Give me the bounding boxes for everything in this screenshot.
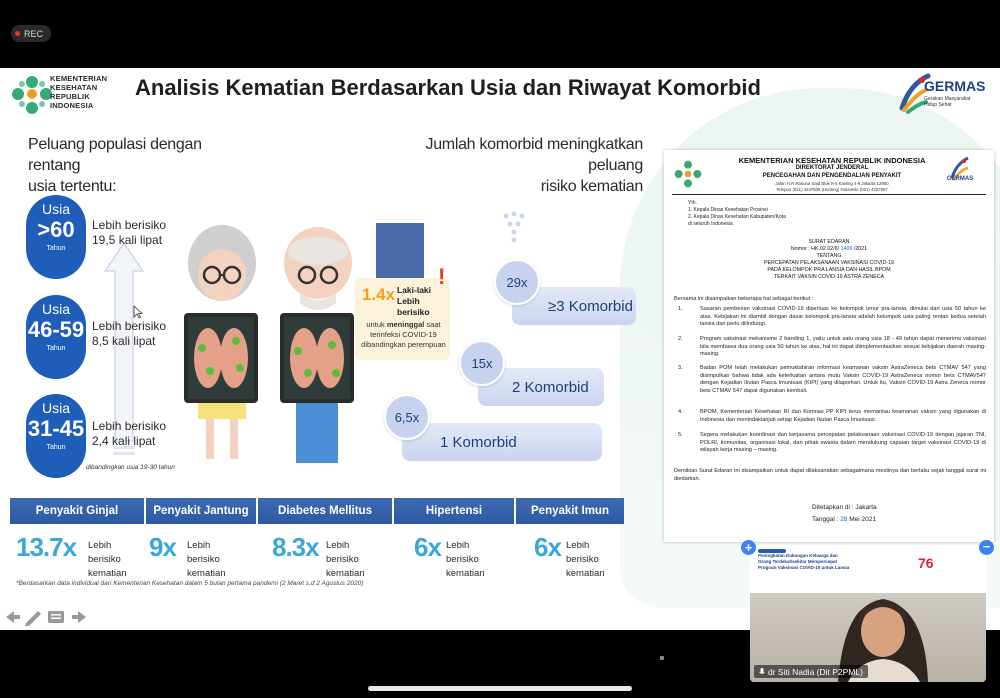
doc-date: Tanggal : 28 Mei 2021: [812, 516, 876, 523]
participant-video-tile[interactable]: [750, 545, 986, 682]
age-risk-60-plus: Lebih berisiko 19,5 kali lipat: [92, 218, 167, 247]
mouse-cursor-icon: [133, 305, 143, 319]
comorbid-value-2: 15x: [459, 340, 505, 386]
comorbid-bar-3plus: ≥3 Komorbid: [512, 287, 636, 325]
disease-header-bar: [10, 498, 624, 524]
disease-footnote: *Berdasarkan data individual dari Kementerian Kesehatan dalam 5 bulan pertama pandemi (2 Maret s.d 2 Agustus 2020): [16, 580, 364, 587]
disease-values: 13.7x Lebih berisiko kematian 9x Lebih berisiko kematian 8.3x Lebih berisiko kematian 6x Lebih berisiko kematian 6x Lebih berisiko kematian: [16, 532, 605, 579]
disease-header: Penyakit Ginjal: [10, 498, 144, 524]
rec-label: REC: [24, 28, 44, 39]
doc-divider: [672, 194, 986, 195]
doc-address: Jalan H.R Rasuna Said Blok X-5 Kavling 4-9 Jakarta 12950 Telepon (021) 4247608 (Hunting) Faksimile (021) 4207807: [775, 181, 889, 192]
doc-list-item: 5. Segera melakukan koordinasi dan kerjasama percepatan pelaksanaan vaksinasi COVID-19 dengan jajaran TNI, POLRI, komunitas, organisasi lokal, dan pihak swasta dalam mendukung capaian target vaksinasi COVID-19 di wilayah kerja masing – masing.: [678, 432, 986, 453]
disease-header: Hipertensi: [394, 498, 514, 524]
home-indicator[interactable]: [368, 686, 632, 691]
doc-recipients: Yth. 1. Kepala Dinas Kesehatan Provinsi 2. Kepala Dinas Kesehatan Kabupaten/Kota di seluruh Indonesia: [688, 200, 786, 227]
gender-risk-callout: [355, 278, 450, 360]
kemenkes-org-name: KEMENTERIAN KESEHATAN REPUBLIK INDONESIA: [50, 74, 108, 110]
comorbid-bar-1: 1 Komorbid: [402, 423, 602, 461]
gender-risk-body: untuk meninggal saat terinfeksi COVID-19 dibandingkan perempuan: [361, 320, 446, 349]
status-dot: [660, 656, 664, 660]
comorbid-value-3plus: 29x: [494, 259, 540, 305]
kemenkes-logo-icon: [8, 72, 56, 120]
kemenkes-logo-icon: [672, 158, 704, 190]
age-section-heading: Peluang populasi dengan rentang usia tertentu:: [28, 136, 202, 195]
doc-place: Ditetapkan di : Jakarta: [812, 504, 877, 511]
germas-name: GERMAS: [924, 78, 986, 94]
doc-title: SURAT EDARAN Nomor : HK.02.02/II/ 1406 /2021 TENTANG PERCEPATAN PELAKSANAAN VAKSINASI COVID-19 PADA KELOMPOK PRA LANSIA DAN HASIL BPOM TERKAIT VAKSIN COVID-19 ASTRA ZENECA: [763, 239, 894, 280]
gender-risk-value: 1.4x: [362, 285, 396, 304]
doc-list-item: 4. BPOM, Kementerian Kesehatan RI dan Komnas PP KIPI terus memantau keamanan vaksin yang digunakan di Indonesia dan menindaklanjuti setiap Kejadian Ikutan Pasca Imunisasi.: [678, 409, 986, 423]
doc-list-item: 2. Program vaksinasi mekanisme 2 banding 1, yaitu untuk satu orang usia 18 - 49 tahun dapat menerima vaksinasi bila membawa dua orang usia 50 tahun ke atas, hal ini dapat diimplementasikan sesuai kebijakan daerah masing-masing.: [678, 336, 986, 357]
doc-list-item: 3. Badan POM telah melakukan pemuktahiran informasi keamanan vaksin AstraZeneca bets CTMAV 547 yang disimpulkan bahwa tidak ada keterkaitan antara mutu Vaksin COVID-19 AstraZeneca nomor bets CTMAV547 dengan Kejadian Ikutan Pasca Imunisasi (KIPI) yang dilaporkan. Untuk itu, Vaksin COVID-19 Astra Zeneca nomor bets CTMAV 547 dapat digunakan kembali.: [678, 365, 986, 394]
microphone-icon: [759, 668, 765, 676]
doc-closing: Demikian Surat Edaran ini disampaikan untuk dapat dilaksanakan sebagaimana mestinya dan berlaku sejak tanggal surat ini diedarkan.: [674, 468, 986, 482]
exclamation-icon: !: [438, 264, 446, 289]
germas-tagline: Gerakan Masyarakat Hidup Sehat: [924, 96, 971, 108]
top-bar: [0, 0, 1000, 68]
slide-title: Analisis Kematian Berdasarkan Usia dan Riwayat Komorbid: [135, 75, 761, 100]
record-dot-icon: [15, 31, 20, 36]
comorbid-section-heading: Jumlah komorbid meningkatkan peluang risiko kematian: [425, 136, 643, 195]
decorative-dots: [498, 208, 538, 248]
disease-header: Penyakit Jantung: [146, 498, 256, 524]
disease-header: Diabetes Mellitus: [258, 498, 392, 524]
gender-risk-heading: Laki-laki Lebih berisiko: [397, 285, 432, 317]
age-group-60-plus: Usia >60 Tahun: [26, 195, 86, 279]
doc-directorate: DIREKTORAT JENDERAL PENCEGAHAN DAN PENGENDALIAN PENYAKIT: [762, 165, 902, 179]
doc-ministry: KEMENTERIAN KESEHATAN REPUBLIK INDONESIA: [738, 156, 926, 165]
age-footnote: dibandingkan usia 19-30 tahun: [86, 464, 175, 471]
comorbid-value-1: 6,5x: [384, 394, 430, 440]
age-group-46-59: Usia 46-59 Tahun: [26, 295, 86, 379]
age-risk-31-45: Lebih berisiko 2,4 kali lipat: [92, 419, 167, 448]
slide-toolbar: [4, 608, 94, 626]
video-slide-title: Peningkatan Dukungan Keluarga dan Orang Terdekat/sekitar Mempercepat Program Vaksinasi COVID-19 untuk Lansia: [758, 553, 850, 570]
recording-indicator: [11, 25, 51, 42]
comorbid-bar-2: 2 Komorbid: [478, 368, 604, 406]
anniversary-logo: 76: [918, 555, 934, 571]
doc-intro: Bersama ini disampaikan beberapa hal sebagai berikut :: [674, 296, 814, 302]
doc-germas-label: GERMAS: [946, 176, 974, 182]
minimize-video-button[interactable]: −: [979, 540, 994, 555]
participant-name-tag: dr Siti Nadia (Dit P2PML): [754, 665, 868, 678]
doc-list-item: 1. Sasaran pemberian vaksinasi COVID-19 diperluas ke kelompok umur pra-lansia, dimulai dari usia 50 tahun ke atas. Kebijakan ini diambil dengan dasar kelompok pra-lansia adalah kelompok usia paling rentan kedua setelah lansia dan perlu dilindungi.: [678, 306, 986, 327]
age-risk-46-59: Lebih berisiko 8,5 kali lipat: [92, 319, 167, 348]
circular-letter-document: [664, 150, 994, 542]
disease-header: Penyakit Imun: [516, 498, 624, 524]
age-group-31-45: Usia 31-45 Tahun: [26, 394, 86, 478]
expand-video-button[interactable]: +: [741, 540, 756, 555]
